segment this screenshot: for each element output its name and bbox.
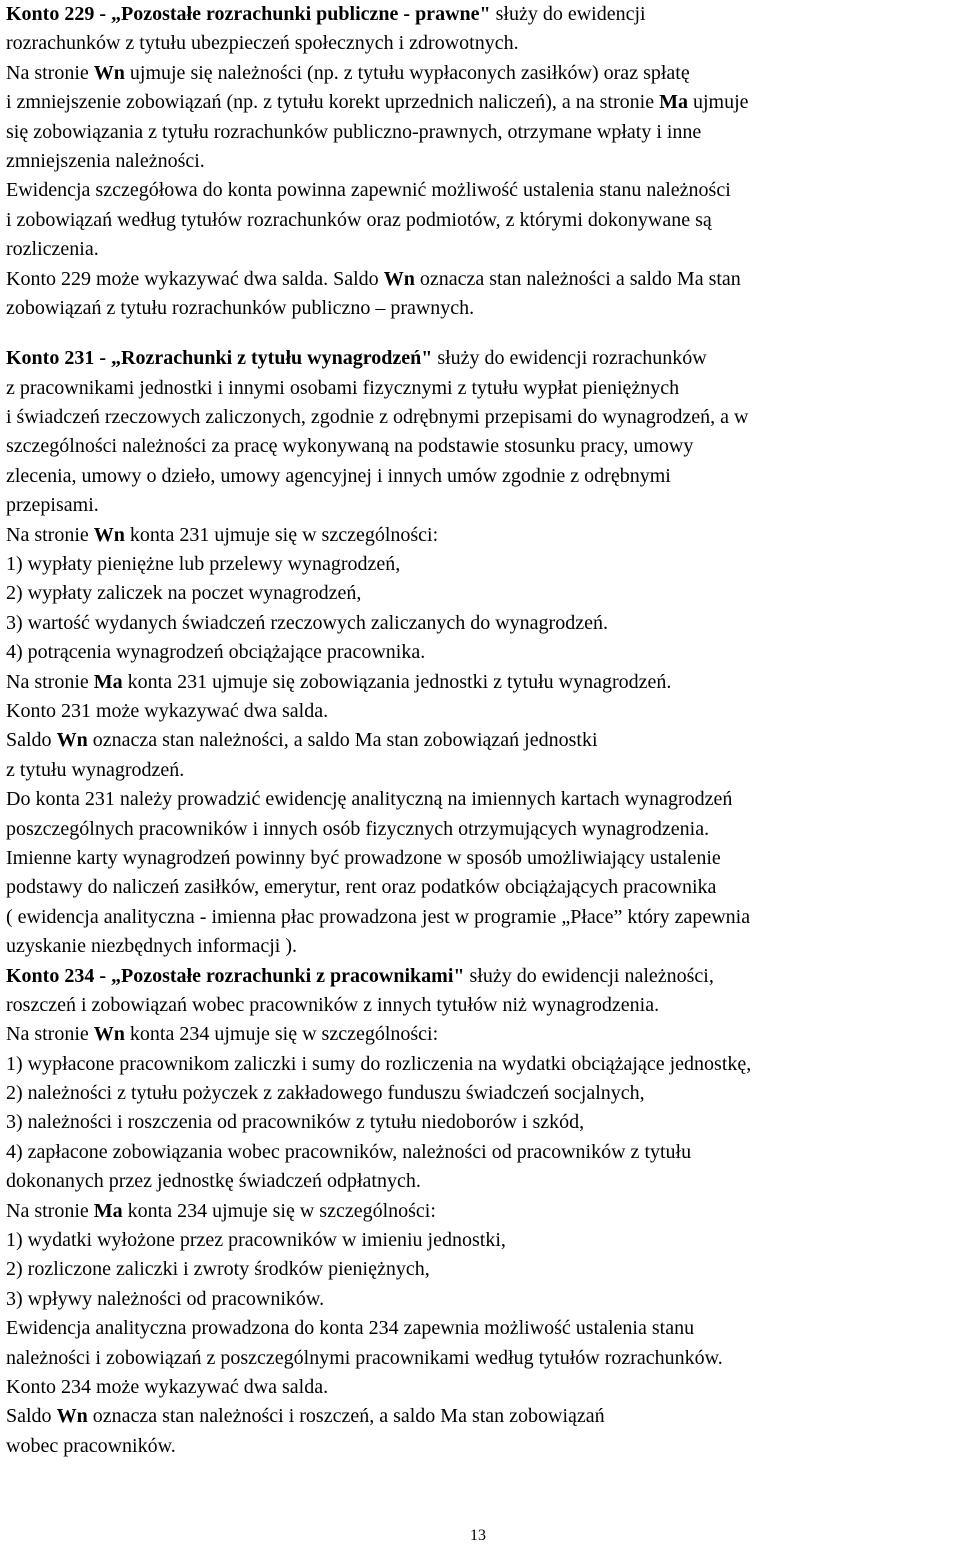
text-run: i zmniejszenie zobowiązań (np. z tytułu korekt uprzednich naliczeń), a na stronie: [6, 91, 660, 114]
text-run: Konto 234 może wykazywać dwa salda.: [6, 1375, 329, 1398]
text-line: [6, 1079, 958, 1108]
bold-text: Wn: [56, 1405, 88, 1428]
text-run: 3) należności i roszczenia od pracowników z tytułu niedoborów i szkód,: [6, 1111, 585, 1134]
text-line: [6, 726, 958, 755]
text-line: [6, 785, 958, 814]
text-run: oznacza stan należności i roszczeń, a saldo Ma stan zobowiązań: [87, 1405, 605, 1428]
text-run: rozliczenia.: [6, 238, 99, 261]
text-line: [6, 88, 958, 117]
text-run: 1) wypłacone pracownikom zaliczki i sumy do rozliczenia na wydatki obciążające jednostkę,: [6, 1052, 752, 1075]
text-run: Ewidencja analityczna prowadzona do konta 234 zapewnia możliwość ustalenia stanu: [6, 1317, 695, 1340]
text-line: [6, 991, 958, 1020]
text-line: [6, 579, 958, 608]
text-run: Na stronie: [6, 670, 94, 693]
bold-text: Wn: [93, 61, 125, 84]
text-run: wobec pracowników.: [6, 1434, 176, 1457]
text-run: 2) należności z tytułu pożyczek z zakładowego funduszu świadczeń socjalnych,: [6, 1082, 645, 1105]
text-line: [6, 873, 958, 902]
text-line: [6, 176, 958, 205]
text-line: [6, 206, 958, 235]
text-run: Imienne karty wynagrodzeń powinny być prowadzone w sposób umożliwiający ustalenie: [6, 846, 721, 869]
text-line: [6, 1432, 958, 1461]
text-run: uzyskanie niezbędnych informacji ).: [6, 935, 297, 958]
text-run: 2) wypłaty zaliczek na poczet wynagrodzeń,: [6, 582, 362, 605]
text-line: [6, 0, 958, 29]
text-run: Saldo: [6, 729, 57, 752]
text-line: [6, 932, 958, 961]
text-line: [6, 962, 958, 991]
text-run: zlecenia, umowy o dzieło, umowy agencyjnej i innych umów zgodnie z odrębnymi: [6, 464, 671, 487]
text-run: się zobowiązania z tytułu rozrachunków publiczno-prawnych, otrzymane wpłaty i inne: [6, 120, 702, 143]
text-line: [6, 844, 958, 873]
text-run: Saldo: [6, 1405, 57, 1428]
text-run: rozrachunków z tytułu ubezpieczeń społecznych i zdrowotnych.: [6, 32, 519, 55]
text-run: poszczególnych pracowników i innych osób fizycznych otrzymujących wynagrodzenia.: [6, 817, 710, 840]
text-line: [6, 756, 958, 785]
page-number: 13: [470, 1527, 486, 1544]
text-run: 4) potrącenia wynagrodzeń obciążające pracownika.: [6, 641, 426, 664]
bold-text: Konto 231 - „Rozrachunki z tytułu wynagrodzeń": [6, 347, 433, 370]
bold-text: Ma: [93, 1199, 123, 1222]
text-line: [6, 491, 958, 520]
text-run: 1) wydatki wyłożone przez pracowników w imieniu jednostki,: [6, 1229, 506, 1252]
text-run: z pracownikami jednostki i innymi osobami fizycznymi z tytułu wypłat pieniężnych: [6, 376, 680, 399]
bold-text: Wn: [93, 523, 125, 546]
text-run: oznacza stan należności a saldo Ma stan: [414, 267, 741, 290]
text-line: [6, 374, 958, 403]
text-run: konta 231 ujmuje się w szczególności:: [124, 523, 439, 546]
text-line: [6, 147, 958, 176]
text-line: [6, 903, 958, 932]
text-run: zobowiązań z tytułu rozrachunków publiczno – prawnych.: [6, 296, 475, 319]
text-line: [6, 118, 958, 147]
text-line: [6, 1108, 958, 1137]
section-konto-229: [6, 0, 958, 323]
text-run: 2) rozliczone zaliczki i zwroty środków pieniężnych,: [6, 1258, 430, 1281]
text-line: [6, 521, 958, 550]
text-line: [6, 1255, 958, 1284]
text-line: [6, 1344, 958, 1373]
text-line: [6, 1050, 958, 1079]
bold-text: Ma: [659, 91, 688, 114]
text-line: [6, 265, 958, 294]
text-line: [6, 432, 958, 461]
text-run: przepisami.: [6, 494, 99, 517]
text-line: [6, 638, 958, 667]
text-run: 1) wypłaty pieniężne lub przelewy wynagrodzeń,: [6, 553, 401, 576]
text-run: ( ewidencja analityczna - imienna płac prowadzona jest w programie „Płace” który zapewnia: [6, 905, 751, 928]
text-line: [6, 1197, 958, 1226]
text-line: [6, 668, 958, 697]
text-line: [6, 1285, 958, 1314]
text-run: Na stronie: [6, 1199, 94, 1222]
text-run: Ewidencja szczegółowa do konta powinna zapewnić możliwość ustalenia stanu należności: [6, 179, 731, 202]
section-konto-234: [6, 962, 958, 1462]
bold-text: Wn: [93, 1023, 125, 1046]
bold-text: Konto 229 - „Pozostałe rozrachunki publiczne - prawne": [6, 3, 491, 25]
text-run: konta 234 ujmuje się w szczególności:: [122, 1199, 436, 1222]
text-run: oznacza stan należności, a saldo Ma stan zobowiązań jednostki: [87, 729, 598, 752]
text-line: [6, 1314, 958, 1343]
text-run: służy do ewidencji rozrachunków: [432, 347, 707, 370]
text-run: Do konta 231 należy prowadzić ewidencję analityczną na imiennych kartach wynagrodzeń: [6, 788, 733, 811]
text-run: zmniejszenia należności.: [6, 149, 205, 172]
text-line: [6, 815, 958, 844]
bold-text: Ma: [93, 670, 123, 693]
text-run: podstawy do naliczeń zasiłków, emerytur, rent oraz podatków obciążających pracownika: [6, 876, 717, 899]
text-run: i świadczeń rzeczowych zaliczonych, zgodnie z odrębnymi przepisami do wynagrodzeń, a w: [6, 406, 749, 429]
text-run: 4) zapłacone zobowiązania wobec pracowników, należności od pracowników z tytułu: [6, 1140, 692, 1163]
text-run: Konto 229 może wykazywać dwa salda. Saldo: [6, 267, 384, 290]
text-run: konta 231 ujmuje się zobowiązania jednostki z tytułu wynagrodzeń.: [122, 670, 672, 693]
text-run: Na stronie: [6, 1023, 94, 1046]
text-run: 3) wpływy należności od pracowników.: [6, 1287, 325, 1310]
text-run: służy do ewidencji: [490, 3, 646, 25]
text-run: 3) wartość wydanych świadczeń rzeczowych zaliczanych do wynagrodzeń.: [6, 611, 608, 634]
text-line: [6, 609, 958, 638]
text-line: [6, 344, 958, 373]
text-line: [6, 403, 958, 432]
text-line: [6, 1373, 958, 1402]
text-run: szczególności należności za pracę wykonywaną na podstawie stosunku pracy, umowy: [6, 435, 694, 458]
text-line: [6, 29, 958, 58]
paragraph-spacer: [6, 323, 958, 344]
text-line: [6, 1402, 958, 1431]
text-line: [6, 235, 958, 264]
section-konto-231: [6, 344, 958, 961]
text-run: dokonanych przez jednostkę świadczeń odpłatnych.: [6, 1170, 421, 1193]
text-run: należności i zobowiązań z poszczególnymi pracownikami według tytułów rozrachunków.: [6, 1346, 723, 1369]
text-run: służy do ewidencji należności,: [464, 964, 714, 987]
text-line: [6, 462, 958, 491]
text-run: ujmuje się należności (np. z tytułu wypłaconych zasiłków) oraz spłatę: [124, 61, 690, 84]
text-line: [6, 697, 958, 726]
bold-text: Wn: [56, 729, 88, 752]
text-line: [6, 59, 958, 88]
text-run: Konto 231 może wykazywać dwa salda.: [6, 699, 329, 722]
text-run: z tytułu wynagrodzeń.: [6, 758, 185, 781]
text-line: [6, 1138, 958, 1167]
text-line: [6, 1020, 958, 1049]
text-line: [6, 550, 958, 579]
text-run: ujmuje: [687, 91, 749, 114]
bold-text: Wn: [383, 267, 415, 290]
text-line: [6, 294, 958, 323]
text-line: [6, 1167, 958, 1196]
text-run: roszczeń i zobowiązań wobec pracowników z innych tytułów niż wynagrodzenia.: [6, 993, 660, 1016]
text-run: Na stronie: [6, 61, 94, 84]
bold-text: Konto 234 - „Pozostałe rozrachunki z pracownikami": [6, 964, 465, 987]
document-page: [6, 0, 958, 1461]
text-run: Na stronie: [6, 523, 94, 546]
text-run: konta 234 ujmuje się w szczególności:: [124, 1023, 439, 1046]
text-line: [6, 1226, 958, 1255]
text-run: i zobowiązań według tytułów rozrachunków oraz podmiotów, z którymi dokonywane są: [6, 208, 712, 231]
